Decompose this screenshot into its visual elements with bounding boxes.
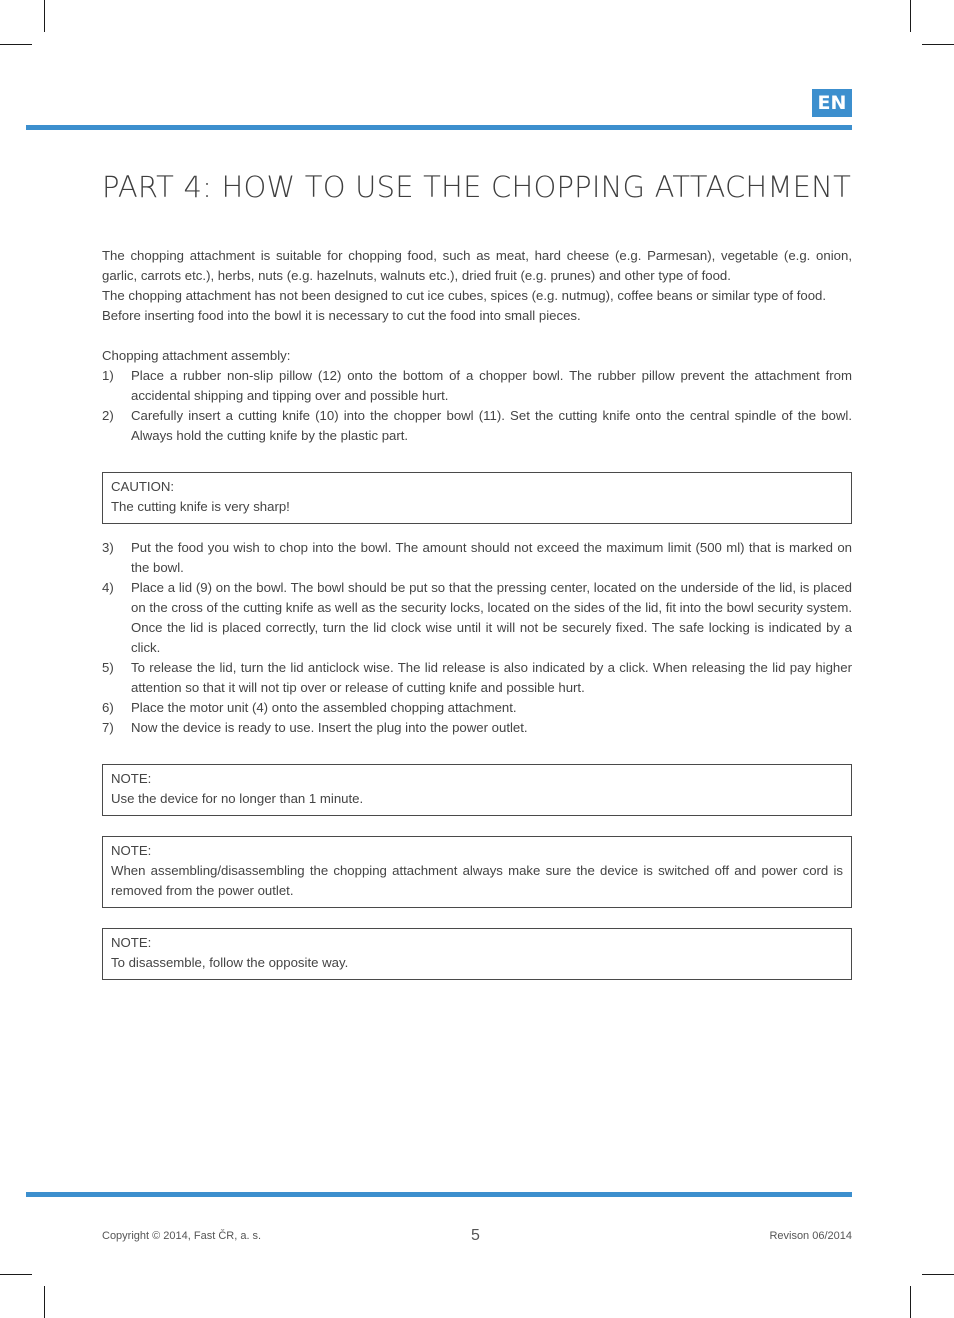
caution-label: CAUTION: xyxy=(111,479,175,494)
list-item xyxy=(102,578,852,658)
steps-list xyxy=(102,366,852,446)
note-text: To disassemble, follow the opposite way. xyxy=(111,955,349,970)
page-number: 5 xyxy=(471,1227,480,1244)
note-text: Use the device for no longer than 1 minute. xyxy=(111,791,364,806)
step-text: Carefully insert a cutting knife (10) into the chopper bowl (11). Set the cutting knife onto the central spindle of the bowl. Always hold the cutting knife by the plastic part. xyxy=(131,408,852,443)
crop-mark xyxy=(0,1274,32,1275)
crop-mark xyxy=(910,0,911,32)
crop-mark xyxy=(44,1286,45,1318)
footer-rule xyxy=(26,1192,852,1197)
intro-paragraph: Before inserting food into the bowl it is necessary to cut the food into small pieces. xyxy=(102,308,581,323)
crop-mark xyxy=(922,44,954,45)
caution-text: The cutting knife is very sharp! xyxy=(111,499,290,514)
list-item xyxy=(102,698,852,718)
intro-paragraph: The chopping attachment has not been designed to cut ice cubes, spices (e.g. nutmug), coffee beans or similar type of food. xyxy=(102,288,827,303)
note-label: NOTE: xyxy=(111,935,152,950)
step-number: 2) xyxy=(102,408,114,423)
crop-mark xyxy=(922,1274,954,1275)
copyright-text: Copyright © 2014, Fast ČR, a. s. xyxy=(102,1230,262,1242)
step-number: 3) xyxy=(102,540,114,555)
note-text: When assembling/disassembling the chopping attachment always make sure the device is switched off and power cord is removed from the power outlet. xyxy=(111,863,843,898)
list-item xyxy=(102,366,852,406)
page-title: PART 4: HOW TO USE THE CHOPPING ATTACHMENT xyxy=(102,170,851,204)
revision-text: Revison 06/2014 xyxy=(769,1230,852,1242)
step-number: 4) xyxy=(102,580,114,595)
note-label: NOTE: xyxy=(111,771,152,786)
note-label: NOTE: xyxy=(111,843,152,858)
step-text: Put the food you wish to chop into the bowl. The amount should not exceed the maximum limit (500 ml) that is marked on the bowl. xyxy=(131,540,852,575)
step-number: 6) xyxy=(102,700,114,715)
step-number: 5) xyxy=(102,660,114,675)
list-item xyxy=(102,658,852,698)
crop-mark xyxy=(0,44,32,45)
caution-box xyxy=(102,472,852,524)
step-text: Place the motor unit (4) onto the assembled chopping attachment. xyxy=(131,700,517,715)
assembly-heading: Chopping attachment assembly: xyxy=(102,348,291,363)
main-content xyxy=(102,246,852,980)
step-text: Now the device is ready to use. Insert the plug into the power outlet. xyxy=(131,720,528,735)
note-box xyxy=(102,928,852,980)
intro-paragraph: The chopping attachment is suitable for chopping food, such as meat, hard cheese (e.g. Parmesan), vegetable (e.g. onion, garlic, carrots etc.), herbs, nuts (e.g. hazelnuts, walnuts etc.), dried fruit (e.g. prunes) and other type of food. xyxy=(102,248,852,283)
list-item xyxy=(102,718,852,738)
list-item xyxy=(102,538,852,578)
crop-mark xyxy=(910,1286,911,1318)
list-item xyxy=(102,406,852,446)
crop-mark xyxy=(44,0,45,32)
step-text: Place a lid (9) on the bowl. The bowl should be put so that the pressing center, located on the underside of the lid, is placed on the cross of the cutting knife as well as the security locks, located on the sides of the lid, fit into the bowl security system. Once the lid is placed correctly, turn the lid clock wise until it will not be securely fixed. The safe locking is indicated by a click. xyxy=(131,580,852,655)
header-rule xyxy=(26,125,852,130)
step-number: 7) xyxy=(102,720,114,735)
note-box xyxy=(102,764,852,816)
step-text: To release the lid, turn the lid anticlock wise. The lid release is also indicated by a click. When releasing the lid pay higher attention so that it will not tip over or release of cutting knife and possible hurt. xyxy=(131,660,852,695)
step-number: 1) xyxy=(102,368,114,383)
note-box xyxy=(102,836,852,908)
step-text: Place a rubber non-slip pillow (12) onto the bottom of a chopper bowl. The rubber pillow prevent the attachment from accidental shipping and tipping over and possible hurt. xyxy=(131,368,852,403)
language-badge: EN xyxy=(812,89,852,117)
steps-list xyxy=(102,538,852,738)
